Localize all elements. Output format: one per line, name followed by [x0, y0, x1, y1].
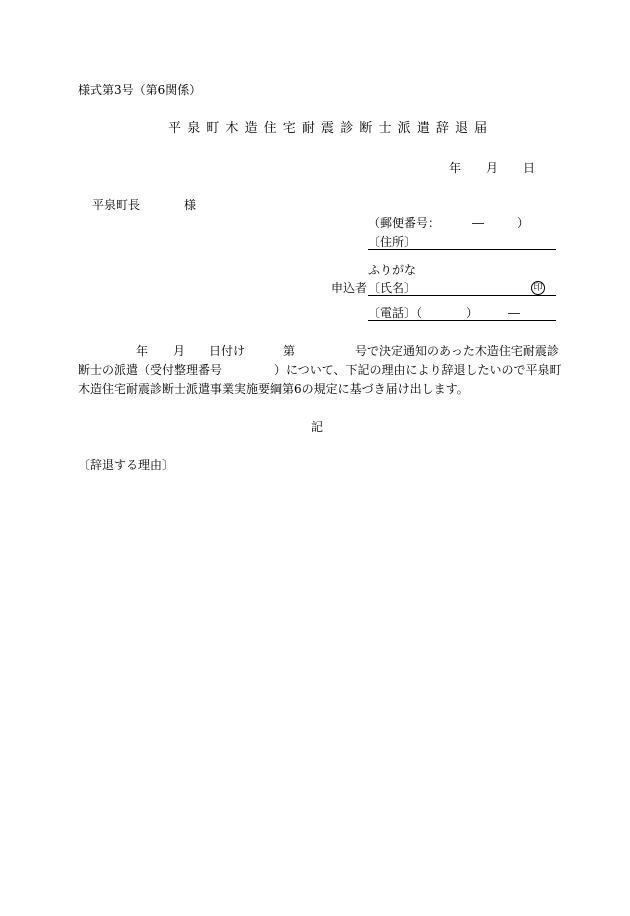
address-label: 〔住所〕 — [368, 235, 417, 249]
date-day: 日 — [523, 161, 536, 175]
furigana-label: ふりがな — [368, 263, 417, 277]
postal-label: （郵便番号： — [368, 216, 441, 230]
reason-label: 〔辞退する理由〕 — [78, 458, 175, 472]
seal-icon: 印 — [531, 281, 545, 295]
postal-close: ） — [517, 216, 530, 230]
name-underline — [368, 295, 556, 296]
date-year: 年 — [449, 161, 462, 175]
name-label: 〔氏名〕 — [368, 281, 417, 295]
phone-close: ） — [466, 306, 479, 320]
body-line1-rest: 号で決定通知のあった木造住宅耐震診 — [355, 344, 559, 358]
note-heading: 記 — [311, 420, 324, 434]
date-month: 月 — [486, 161, 499, 175]
body-month: 月 — [173, 344, 186, 358]
body-line2-start: 断士の派遣（受付整理番号 — [78, 363, 223, 377]
form-title: 平 泉 町 木 造 住 宅 耐 震 診 断 士 派 遣 辞 退 届 — [168, 121, 489, 136]
applicant-label: 申込者 — [331, 281, 368, 295]
body-year: 年 — [136, 344, 149, 358]
form-number: 様式第3号（第6関係） — [78, 83, 202, 97]
postal-dash: ― — [472, 216, 484, 230]
body-line2-rest: ）について、下記の理由により辞退したいので平泉町 — [274, 363, 562, 377]
body-line3: 木造住宅耐震診断士派遣事業実施要綱第6の規定に基づき届け出します。 — [78, 382, 469, 396]
addressee-honorific: 様 — [184, 198, 197, 212]
phone-dash: ― — [508, 306, 520, 320]
phone-label: 〔電話〕（ — [368, 306, 423, 320]
body-dated: 日付け — [209, 344, 246, 358]
phone-underline — [368, 320, 556, 321]
body-number-prefix: 第 — [283, 344, 296, 358]
addressee-name: 平泉町長 — [92, 198, 141, 212]
address-underline — [368, 249, 556, 250]
